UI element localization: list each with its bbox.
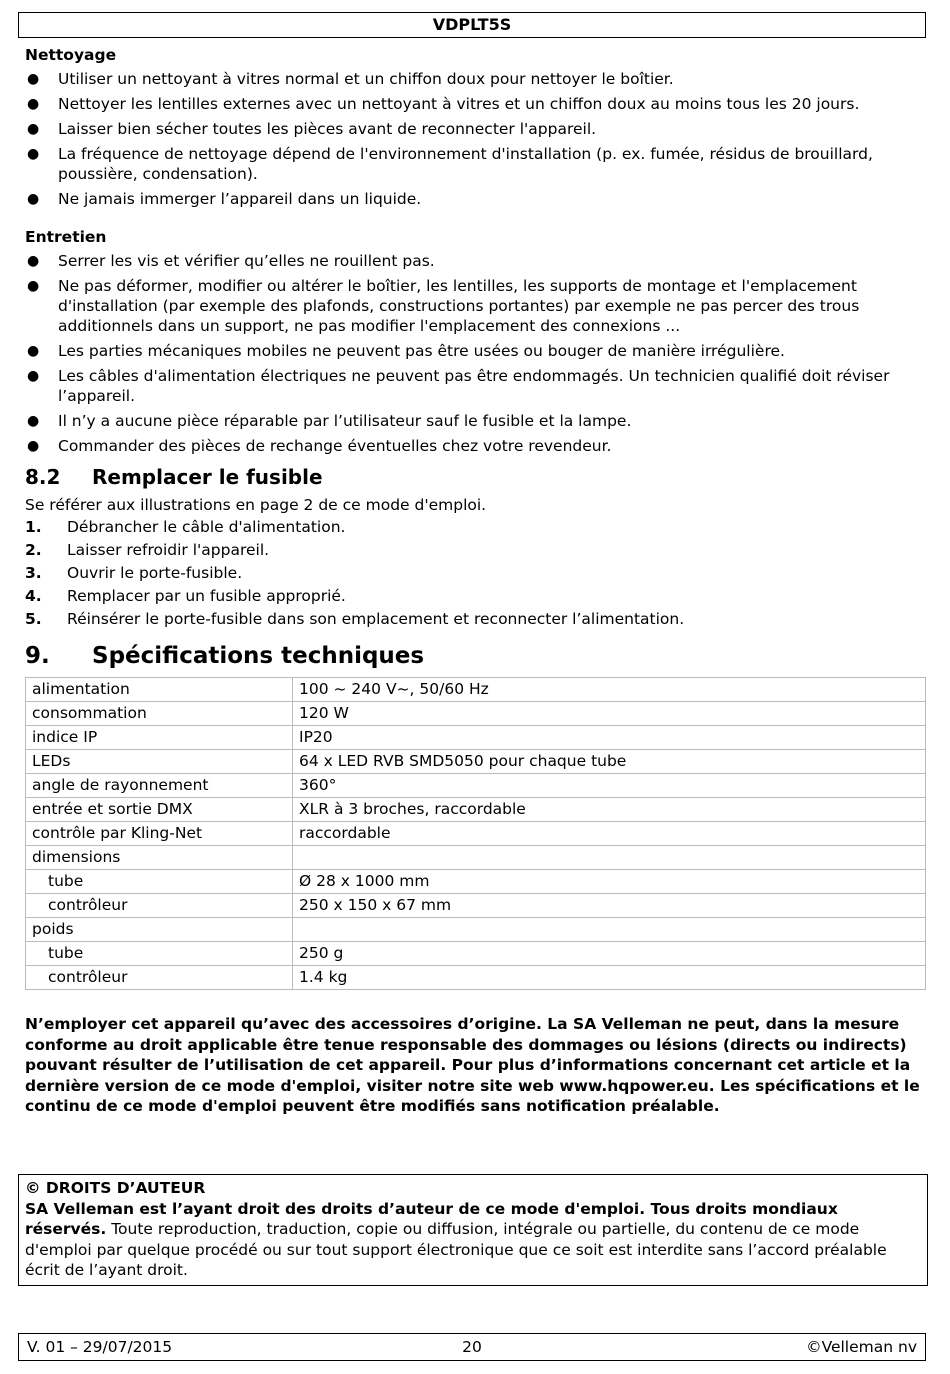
list-item: ● Serrer les vis et vérifier qu’elles ne rouillent pas. <box>27 252 435 270</box>
footer-company: ©Velleman nv <box>806 1338 917 1356</box>
fuse-section-title: Remplacer le fusible <box>92 465 323 489</box>
copyright-text: Toute reproduction, traduction, copie ou diffusion, intégrale ou partielle, du contenu de ce mode d'emploi par quelque procédé ou sur tout support électronique que ce soit est interdite sans l’accord préalable écrit de l’ayant droit. <box>25 1220 887 1279</box>
bullet-icon: ● <box>27 146 40 162</box>
bullet-icon: ● <box>27 413 40 429</box>
step-item: 4. Remplacer par un fusible approprié. <box>25 587 346 605</box>
table-row: dimensions <box>26 846 926 870</box>
specs-section-number: 9. <box>25 643 50 669</box>
list-item: ● Il n’y a aucune pièce réparable par l’utilisateur sauf le fusible et la lampe. <box>27 412 632 430</box>
specs-section-title: Spécifications techniques <box>92 643 425 669</box>
bullet-icon: ● <box>27 191 40 207</box>
table-row: poids <box>26 918 926 942</box>
copyright-body <box>25 1199 921 1281</box>
specs-table <box>25 677 926 990</box>
cleaning-title: Nettoyage <box>25 46 117 64</box>
table-row: indice IP IP20 <box>26 726 926 750</box>
list-item: ● La fréquence de nettoyage dépend de l'environnement d'installation (p. ex. fumée, résidus de brouillard, poussière, condensation). <box>27 145 873 183</box>
bullet-icon: ● <box>27 121 40 137</box>
footer-version: V. 01 – 29/07/2015 <box>27 1338 173 1356</box>
table-row: tube Ø 28 x 1000 mm <box>26 870 926 894</box>
list-item: ● Utiliser un nettoyant à vitres normal et un chiffon doux pour nettoyer le boîtier. <box>27 70 674 88</box>
list-item: ● Commander des pièces de rechange éventuelles chez votre revendeur. <box>27 437 612 455</box>
cleaning-list <box>25 69 925 209</box>
copyright-title: © DROITS D’AUTEUR <box>25 1179 206 1197</box>
maintenance-list <box>25 251 925 456</box>
table-row: contrôle par Kling-Net raccordable <box>26 822 926 846</box>
fuse-steps <box>25 516 925 631</box>
list-item: ● Nettoyer les lentilles externes avec un nettoyant à vitres et un chiffon doux au moins tous les 20 jours. <box>27 95 860 113</box>
step-item: 5. Réinsérer le porte-fusible dans son emplacement et reconnecter l’alimentation. <box>25 610 685 628</box>
table-row: LEDs 64 x LED RVB SMD5050 pour chaque tube <box>26 750 926 774</box>
page-content <box>25 44 925 1117</box>
fuse-section-number: 8.2 <box>25 465 61 489</box>
table-row: entrée et sortie DMX XLR à 3 broches, raccordable <box>26 798 926 822</box>
bullet-icon: ● <box>27 253 40 269</box>
table-row: angle de rayonnement 360° <box>26 774 926 798</box>
header-title: VDPLT5S <box>432 15 512 34</box>
page-header <box>18 12 926 38</box>
bullet-icon: ● <box>27 343 40 359</box>
table-row: contrôleur 1.4 kg <box>26 966 926 990</box>
table-row: contrôleur 250 x 150 x 67 mm <box>26 894 926 918</box>
list-item: ● Ne pas déformer, modifier ou altérer le boîtier, les lentilles, les supports de montage et l'emplacement d'installation (par exemple des plafonds, constructions portantes) par exemple ne pas percer des trous additionnels dans un support, ne pas modifier l'emplacement des connexions ... <box>27 277 860 335</box>
copyright-box <box>18 1174 928 1286</box>
specs-heading <box>25 641 925 671</box>
list-item: ● Laisser bien sécher toutes les pièces avant de reconnecter l'appareil. <box>27 120 597 138</box>
bullet-icon: ● <box>27 71 40 87</box>
copyright-bold-text: SA Velleman est l’ayant droit des droits d’auteur de ce mode d'emploi. Tous droits mondiaux réservés. <box>25 1199 838 1238</box>
table-row: consommation 120 W <box>26 702 926 726</box>
fuse-intro: Se référer aux illustrations en page 2 de ce mode d'emploi. <box>25 496 487 514</box>
bullet-icon: ● <box>27 438 40 454</box>
list-item: ● Les parties mécaniques mobiles ne peuvent pas être usées ou bouger de manière irrégulière. <box>27 342 785 360</box>
page-footer <box>18 1333 926 1361</box>
footer-page-number: 20 <box>462 1338 482 1356</box>
table-row: alimentation 100 ~ 240 V~, 50/60 Hz <box>26 678 926 702</box>
table-row: tube 250 g <box>26 942 926 966</box>
bullet-icon: ● <box>27 368 40 384</box>
fuse-heading <box>25 464 925 490</box>
step-item: 1. Débrancher le câble d'alimentation. <box>25 518 346 536</box>
step-item: 3. Ouvrir le porte-fusible. <box>25 564 243 582</box>
list-item: ● Ne jamais immerger l’appareil dans un liquide. <box>27 190 422 208</box>
bullet-icon: ● <box>27 96 40 112</box>
list-item: ● Les câbles d'alimentation électriques ne peuvent pas être endommagés. Un technicien qualifié doit réviser l’appareil. <box>27 367 890 405</box>
bullet-icon: ● <box>27 278 40 294</box>
step-item: 2. Laisser refroidir l'appareil. <box>25 541 270 559</box>
maintenance-title: Entretien <box>25 228 107 246</box>
legal-notice: N’employer cet appareil qu’avec des accessoires d’origine. La SA Velleman ne peut, dans la mesure conforme au droit applicable être tenue responsable des dommages ou lésions (directs ou indirects) pouvant résulter de l’utilisation de cet appareil. Pour plus d’informations concernant cet article et la dernière version de ce mode d'emploi, visiter notre site web www.hqpower.eu. Les spécifications et le continu de ce mode d'emploi peuvent être modifiés sans notification préalable. <box>25 1015 920 1115</box>
